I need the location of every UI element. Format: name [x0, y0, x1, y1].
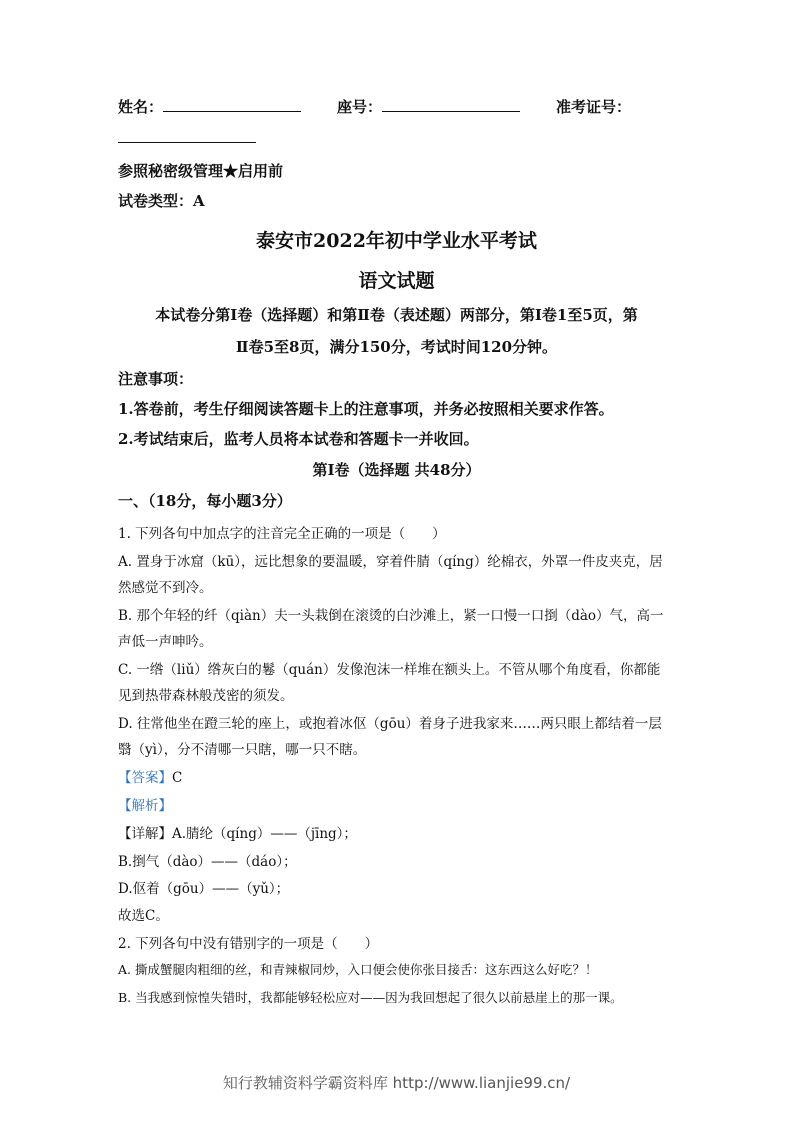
- footer-watermark: 知行教辅资料学霸资料库 http://www.lianjie99.cn/: [222, 1074, 571, 1092]
- intro-line-2: Ⅱ卷5至8页，满分150分，考试时间120分钟。: [235, 338, 558, 356]
- q2-stem: 2. 下列各句中没有错别字的一项是（ ）: [118, 936, 379, 952]
- q1-answer-row: [118, 766, 182, 786]
- q1-option-c-line2: 见到热带森林般茂密的须发。: [118, 688, 294, 704]
- q1-option-d-line1: D. 往常他坐在蹬三轮的座上，或抱着冰伛（gōu）着身子进我家来……两只眼上都结着一层: [118, 716, 662, 732]
- ticket-blank-row: [118, 128, 256, 147]
- q1-option-b-line2: 声低一声呻吟。: [118, 634, 213, 650]
- ticket-blank[interactable]: [118, 128, 256, 143]
- notes-heading: 注意事项：: [118, 370, 194, 388]
- exam-title: 泰安市2022年初中学业水平考试: [256, 230, 537, 252]
- answer-value: C: [172, 770, 183, 786]
- section-title: 第Ⅰ卷（选择题 共48分）: [312, 461, 481, 479]
- q1-option-a-line2: 然感觉不到冷。: [118, 580, 213, 596]
- name-blank[interactable]: [163, 97, 301, 112]
- q1-option-d-line2: 翳（yì），分不清哪一只瞎，哪一只不瞎。: [118, 742, 367, 758]
- name-label: 姓名：: [118, 98, 164, 116]
- analysis-tag: 【解析】: [118, 798, 172, 814]
- seat-label: 座号：: [337, 98, 383, 116]
- part1-heading: 一、（18分，每小题3分）: [118, 492, 292, 510]
- note-2: 2.考试结束后，监考人员将本试卷和答题卡一并收回。: [118, 430, 479, 448]
- note-1: 1.答卷前，考生仔细阅读答题卡上的注意事项，并务必按照相关要求作答。: [118, 400, 614, 418]
- exam-subtitle: 语文试题: [358, 270, 435, 292]
- ticket-label: 准考证号：: [556, 98, 632, 116]
- q1-option-b-line1: B. 那个年轻的纤（qiàn）夫一头栽倒在滚烫的白沙滩上，紧一口慢一口捯（dào）气，高一: [118, 608, 664, 624]
- seat-blank[interactable]: [382, 97, 520, 112]
- secrecy-note: 参照秘密级管理★启用前: [118, 162, 284, 180]
- answer-tag: 【答案】: [118, 770, 172, 786]
- paper-type: 试卷类型：A: [118, 192, 205, 210]
- conclusion: 故选C。: [118, 908, 169, 924]
- detail-line-2: B.捯气（dào）——（dáo）；: [118, 854, 297, 870]
- candidate-info-row: [118, 96, 631, 117]
- q2-option-b: B. 当我感到惊惶失错时，我都能够轻松应对——因为我回想起了很久以前悬崖上的那一课。: [118, 990, 623, 1005]
- detail-line-3: D.伛着（gōu）——（yǔ）；: [118, 881, 290, 897]
- q1-stem: 1. 下列各句中加点字的注音完全正确的一项是（ ）: [118, 526, 446, 542]
- intro-line-1: 本试卷分第Ⅰ卷（选择题）和第Ⅱ卷（表述题）两部分，第Ⅰ卷1至5页，第: [155, 306, 638, 324]
- q2-option-a: A. 撕成蟹腿肉粗细的丝，和青辣椒同炒，入口便会使你张目接舌：这东西这么好吃？！: [118, 962, 598, 977]
- q1-option-a-line1: A. 置身于冰窟（kū），远比想象的要温暖，穿着件腈（qíng）纶棉衣，外罩一件皮夹克，居: [118, 554, 663, 570]
- detail-line-1: 【详解】A.腈纶（qíng）——（jīng）；: [118, 826, 357, 842]
- q1-option-c-line1: C. 一绺（liǔ）绺灰白的鬈（quán）发像泡沫一样堆在额头上。不管从哪个角度看，你都能: [118, 662, 661, 678]
